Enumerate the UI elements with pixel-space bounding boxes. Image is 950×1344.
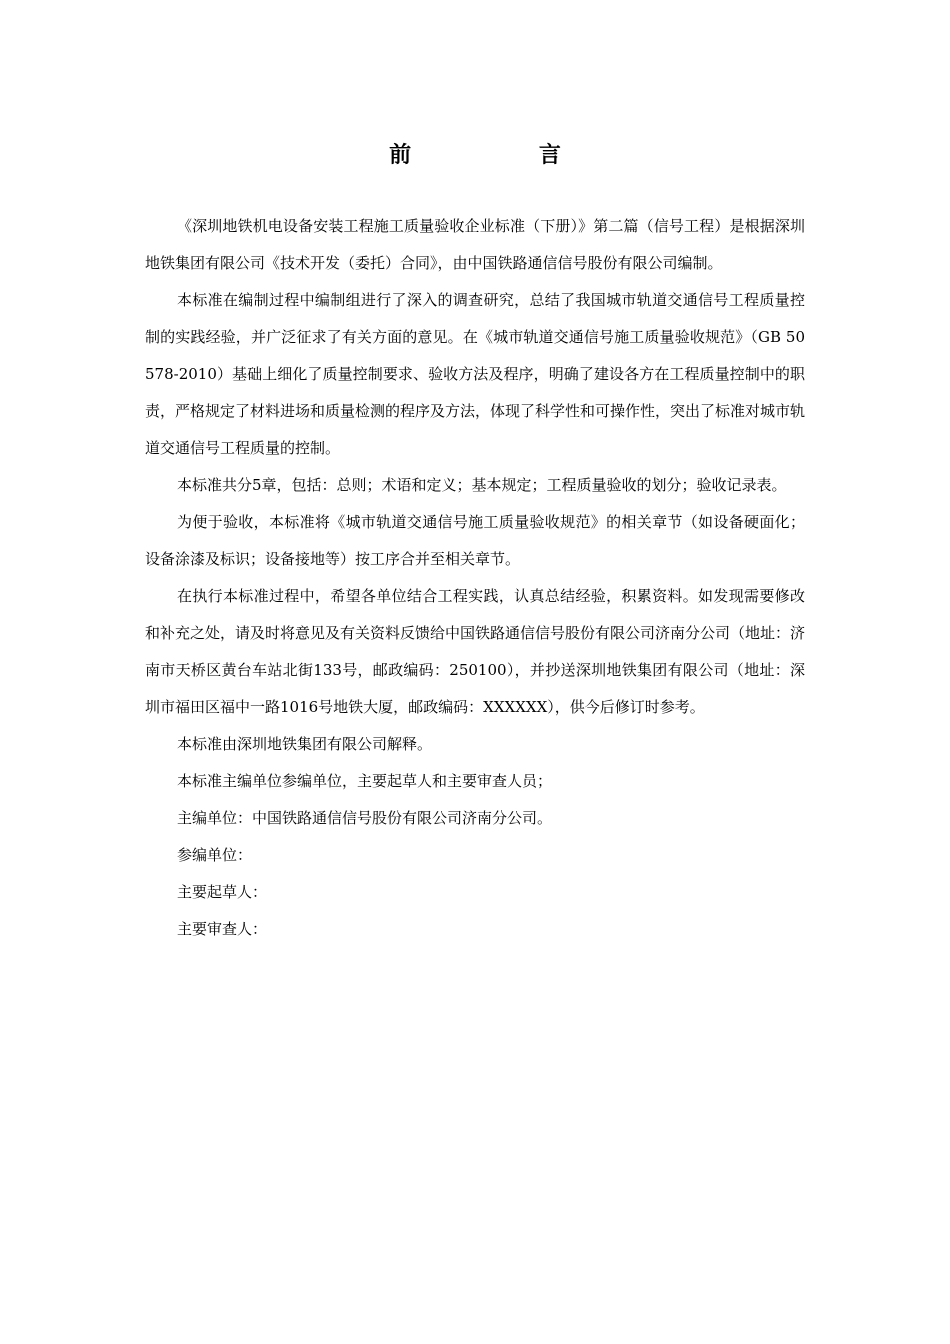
paragraph-main-reviewers: 主要审查人：	[177, 920, 268, 938]
paragraph-chapters: 本标准共分5章，包括：总则；术语和定义；基本规定；工程质量验收的划分；验收记录表。	[177, 476, 787, 494]
paragraph-main-drafters: 主要起草人：	[177, 883, 268, 901]
paragraph-acceptance: 为便于验收，本标准将《城市轨道交通信号施工质量验收规范》的相关章节（如设备硬面化；设备涂漆及标识；设备接地等）按工序合并至相关章节。	[145, 513, 805, 568]
paragraph-intro: 《深圳地铁机电设备安装工程施工质量验收企业标准（下册）》第二篇（信号工程）是根据深圳地铁集团有限公司《技术开发（委托）合同》，由中国铁路通信信号股份有限公司编制。	[145, 217, 805, 272]
paragraph-chief-editor: 主编单位：中国铁路通信信号股份有限公司济南分公司。	[177, 809, 553, 827]
document-body	[145, 208, 805, 948]
page-title: 前 言	[389, 142, 621, 168]
paragraph-research: 本标准在编制过程中编制组进行了深入的调查研究，总结了我国城市轨道交通信号工程质量控制的实践经验，并广泛征求了有关方面的意见。在《城市轨道交通信号施工质量验收规范》（GB 50578-2010）基础上细化了质量控制要求、验收方法及程序，明确了建设各方在工程质量控制中的职责，严格规定了材料进场和质量检测的程序及方法，体现了科学性和可操作性，突出了标准对城市轨道交通信号工程质量的控制。	[145, 291, 806, 457]
paragraph-feedback: 在执行本标准过程中，希望各单位结合工程实践，认真总结经验，积累资料。如发现需要修改和补充之处，请及时将意见及有关资料反馈给中国铁路通信信号股份有限公司济南分公司（地址：济南市天桥区黄台车站北街133号，邮政编码：250100），并抄送深圳地铁集团有限公司（地址：深圳市福田区福中一路1016号地铁大厦，邮政编码：XXXXXX），供今后修订时参考。	[145, 587, 806, 716]
paragraph-units-intro: 本标准主编单位参编单位，主要起草人和主要审查人员；	[177, 772, 553, 790]
paragraph-participating-units: 参编单位：	[177, 846, 253, 864]
paragraph-interpretation: 本标准由深圳地铁集团有限公司解释。	[177, 735, 433, 753]
